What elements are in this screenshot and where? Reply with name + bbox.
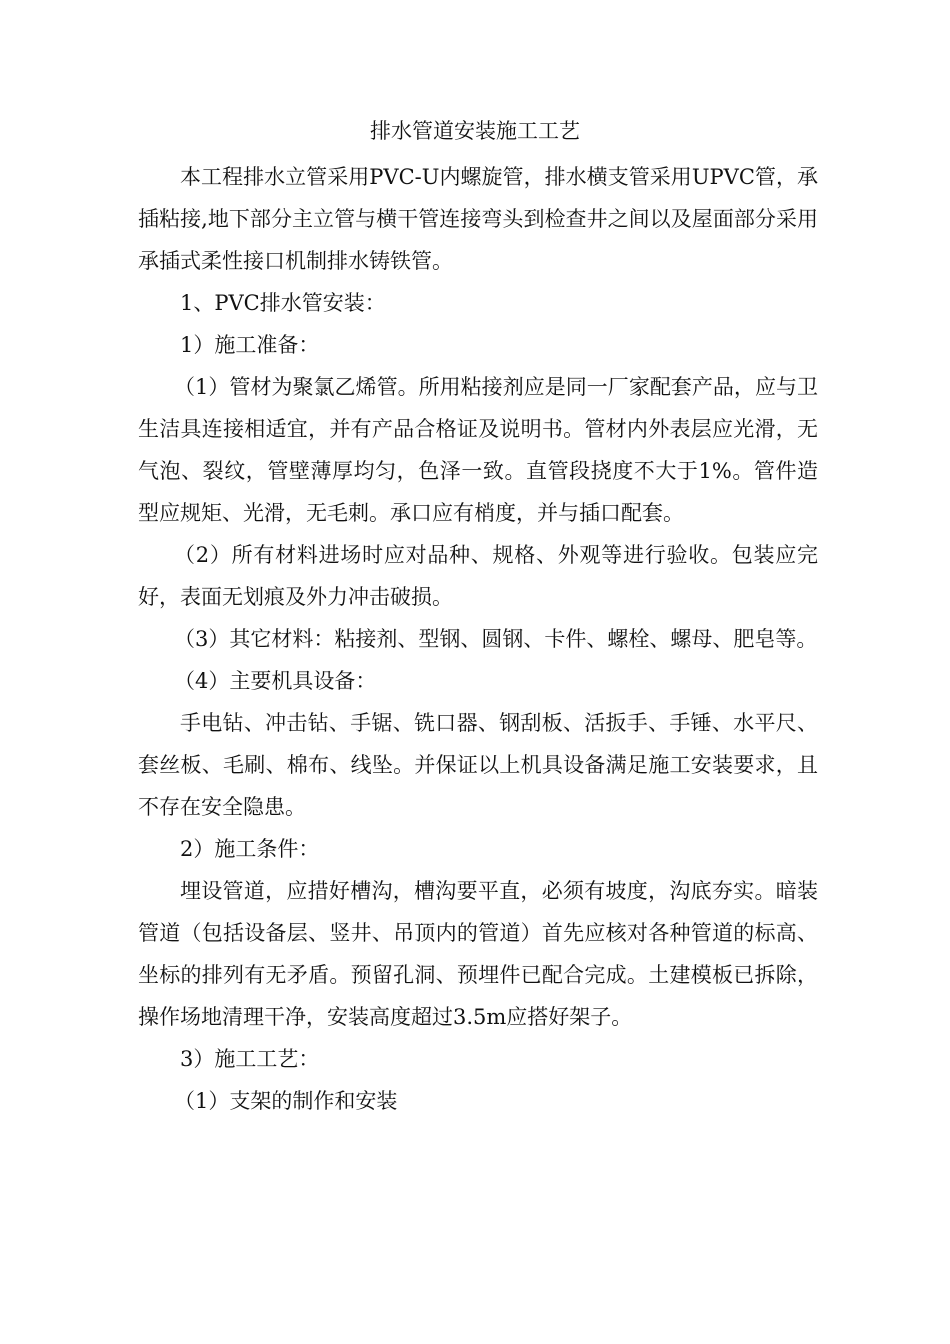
heading-main-equipment: （4）主要机具设备： [174, 669, 377, 693]
paragraph-pipe-material: （1）管材为聚氯乙烯管。所用粘接剂应是同一厂家配套产品，应与卫生洁具连接相适宜，并有产品合格证及说明书。管材内外表层应光滑，无气泡、裂纹，管壁薄厚均匀，色泽一致。直管段挠度不大于1%。管件造型应规矩、光滑，无毛刺。承口应有梢度，并与插口配套。 [138, 375, 818, 525]
heading-bracket: （1）支架的制作和安装 [174, 1089, 398, 1113]
heading-preparation: 1）施工准备： [180, 333, 320, 357]
paragraph-other-materials: （3）其它材料：粘接剂、型钢、圆钢、卡件、螺栓、螺母、肥皂等。 [174, 627, 818, 651]
document-body [138, 156, 818, 1122]
paragraph-conditions: 埋设管道，应措好槽沟，槽沟要平直，必须有坡度，沟底夯实。暗装管道（包括设备层、竖井、吊顶内的管道）首先应核对各种管道的标高、坐标的排列有无矛盾。预留孔洞、预埋件已配合完成。土建模板已拆除，操作场地清理干净，安装高度超过3.5m应搭好架子。 [138, 879, 818, 1029]
paragraph-equipment-list: 手电钻、冲击钻、手锯、铣口器、钢刮板、活扳手、手锤、水平尺、套丝板、毛刷、棉布、线坠。并保证以上机具设备满足施工安装要求，且不存在安全隐患。 [138, 711, 818, 819]
document-title: 排水管道安装施工工艺 [370, 119, 580, 143]
paragraph-intro: 本工程排水立管采用PVC-U内螺旋管，排水横支管采用UPVC管，承插粘接,地下部分主立管与横干管连接弯头到检查井之间以及屋面部分采用承插式柔性接口机制排水铸铁管。 [138, 165, 818, 273]
heading-conditions: 2）施工条件： [180, 837, 320, 861]
heading-process: 3）施工工艺： [180, 1047, 320, 1071]
paragraph-material-inspection: （2）所有材料进场时应对品种、规格、外观等进行验收。包装应完好，表面无划痕及外力冲击破损。 [138, 543, 818, 609]
heading-pvc-install: 1、PVC排水管安装： [180, 291, 386, 315]
